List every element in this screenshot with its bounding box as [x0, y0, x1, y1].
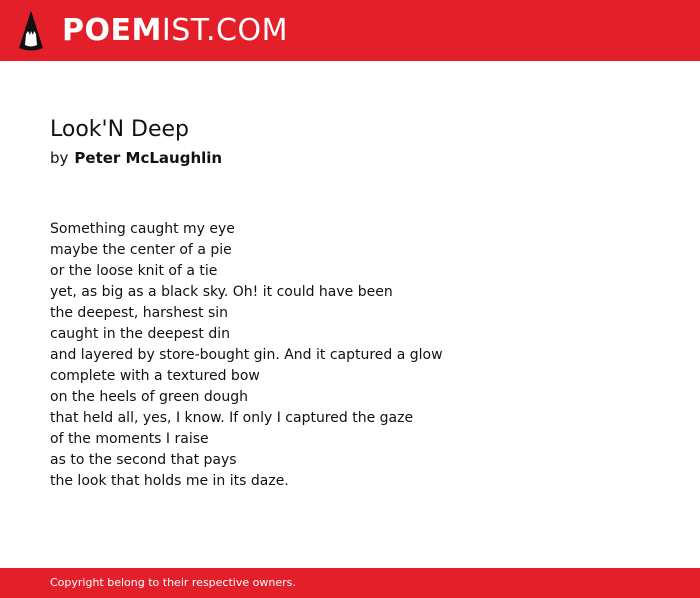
- logo-light-text: IST.COM: [161, 13, 288, 48]
- logo-bold-text: POEM: [62, 13, 162, 48]
- site-logo-link[interactable]: [18, 9, 288, 53]
- author-link[interactable]: Peter McLaughlin: [74, 149, 223, 167]
- poem-line: and layered by store-bought gin. And it captured a glow: [50, 347, 443, 363]
- site-logo-text: [62, 13, 288, 48]
- poem-line: caught in the deepest din: [50, 326, 230, 342]
- poem-line: as to the second that pays: [50, 452, 237, 468]
- poem-line: on the heels of green dough: [50, 389, 248, 405]
- copyright-text: Copyright belong to their respective owners.: [50, 576, 296, 589]
- poem-line: that held all, yes, I know. If only I captured the gaze: [50, 410, 414, 426]
- poem-line: complete with a textured bow: [50, 368, 260, 384]
- poem-line: yet, as big as a black sky. Oh! it could have been: [50, 284, 393, 300]
- poem-line: of the moments I raise: [50, 431, 209, 447]
- pencil-nib-icon: [18, 10, 44, 52]
- poem-body: [50, 219, 443, 492]
- poem-line: the deepest, harshest sin: [50, 305, 229, 321]
- poem-title: Look'N Deep: [50, 117, 190, 142]
- poem-line: or the loose knit of a tie: [50, 263, 218, 279]
- site-header: [0, 0, 700, 61]
- poem-line: maybe the center of a pie: [50, 242, 232, 258]
- poem-line: Something caught my eye: [50, 221, 235, 237]
- poem-byline: [50, 149, 222, 167]
- poem-line: the look that holds me in its daze.: [50, 473, 289, 489]
- by-label: by: [50, 149, 69, 167]
- site-footer: [0, 568, 700, 598]
